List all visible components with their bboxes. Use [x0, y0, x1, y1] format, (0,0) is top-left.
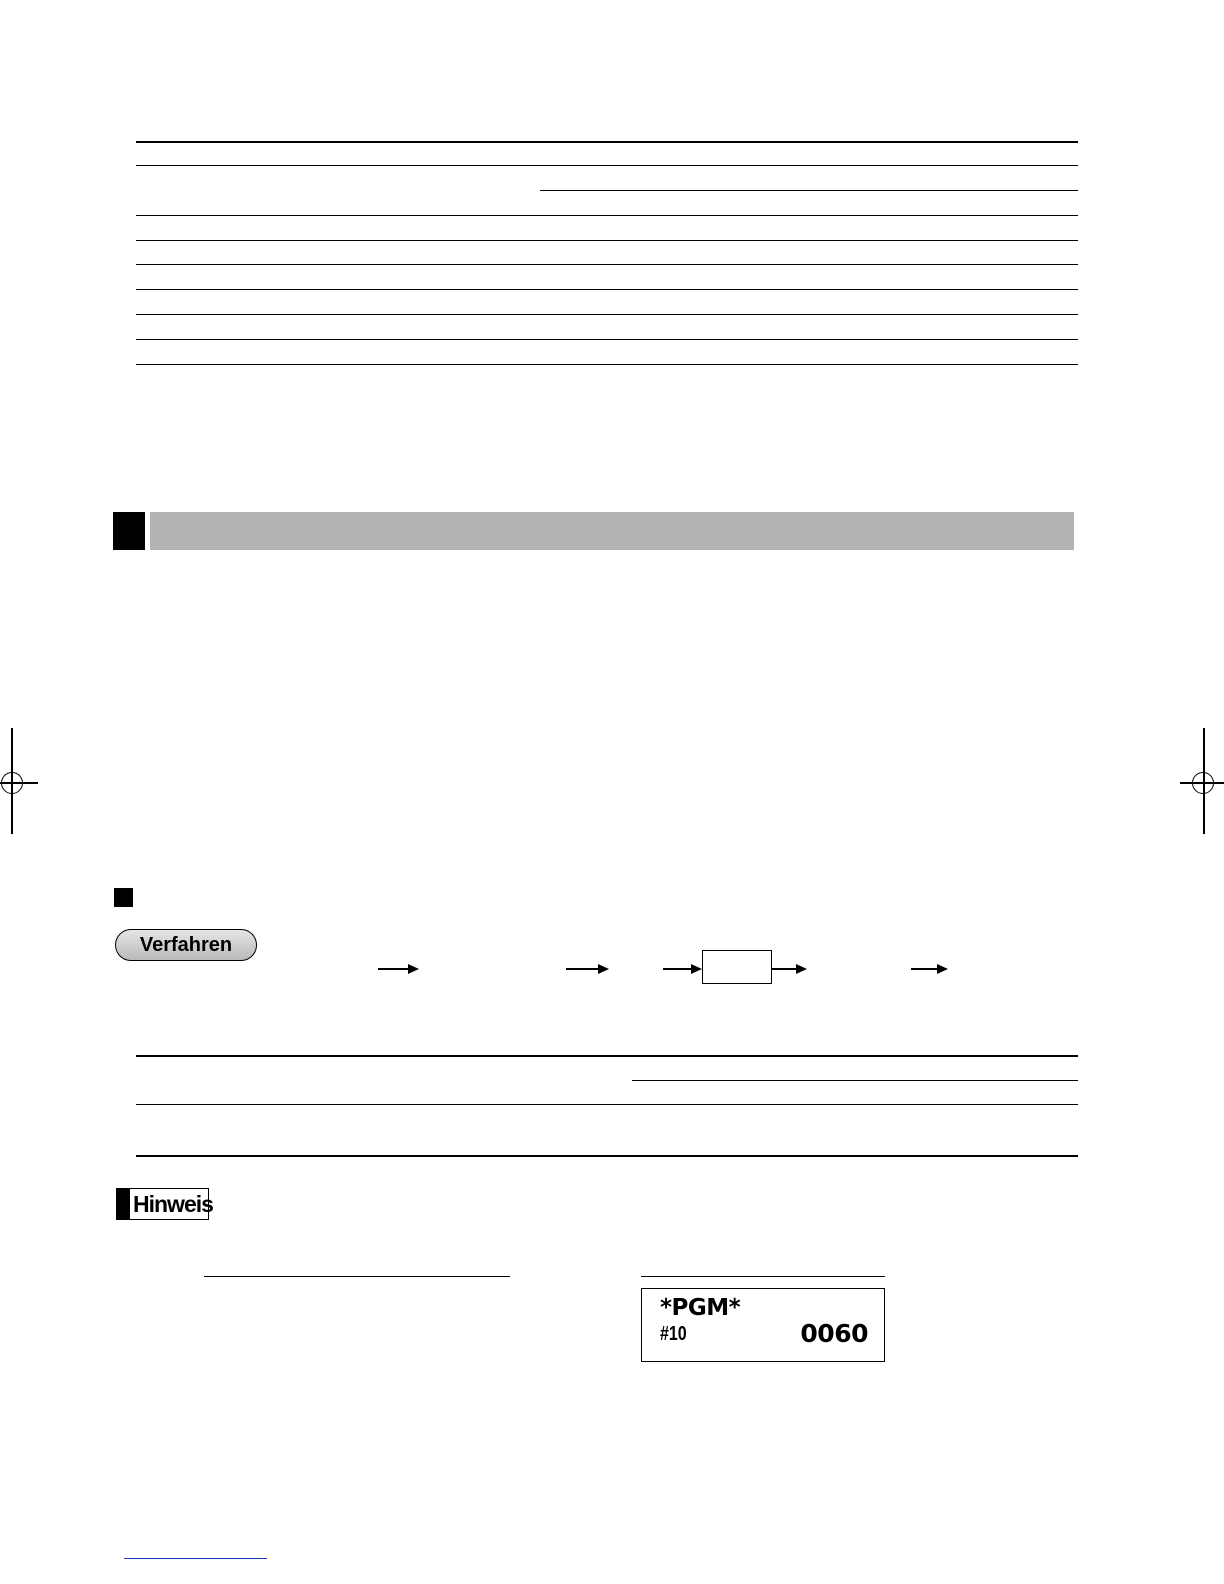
procedure-badge: Verfahren	[115, 929, 257, 961]
arrow-icon	[691, 964, 702, 974]
arrow-icon	[598, 964, 609, 974]
table-bottom-rule	[136, 364, 1078, 365]
note-badge: Hinweis	[116, 1188, 209, 1220]
table-row-rule	[136, 289, 1078, 290]
table-subcolumn-rule	[632, 1080, 1078, 1081]
table-bottom-rule	[136, 1155, 1078, 1157]
arrow-icon	[772, 968, 798, 970]
footer-link-underline	[124, 1558, 267, 1559]
arrow-icon	[566, 968, 600, 970]
print-rule	[641, 1276, 885, 1277]
section-header-bar	[150, 512, 1074, 550]
receipt-print	[641, 1288, 885, 1362]
table-row-rule	[136, 339, 1078, 340]
receipt-title: *PGM*	[660, 1295, 741, 1321]
key-box	[702, 950, 772, 984]
example-rule	[204, 1276, 510, 1277]
table-row-rule	[136, 1104, 1078, 1105]
table-top-rule	[136, 1055, 1078, 1057]
arrow-icon	[378, 968, 410, 970]
arrow-icon	[911, 968, 939, 970]
subsection-square-icon	[114, 888, 133, 907]
table-row-rule	[136, 165, 1078, 166]
section-square-icon	[113, 512, 145, 550]
receipt-code: #10	[660, 1323, 687, 1345]
arrow-icon	[663, 968, 693, 970]
table-top-rule	[136, 141, 1078, 143]
arrow-icon	[796, 964, 807, 974]
table-subcolumn-rule	[540, 190, 1078, 191]
table-row-rule	[136, 264, 1078, 265]
arrow-icon	[937, 964, 948, 974]
table-row-rule	[136, 240, 1078, 241]
arrow-icon	[408, 964, 419, 974]
receipt-value: 0060	[800, 1319, 868, 1348]
table-row-rule	[136, 215, 1078, 216]
table-row-rule	[136, 314, 1078, 315]
